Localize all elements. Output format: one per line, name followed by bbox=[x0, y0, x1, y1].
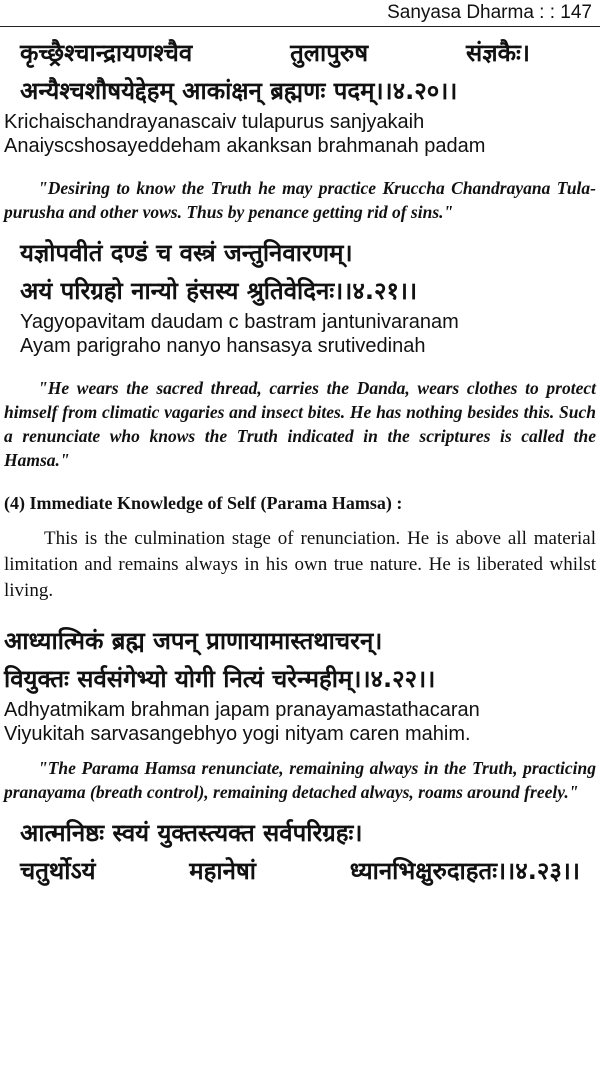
translation-quote: "The Parama Hamsa renunciate, remaining always in the Truth, practicing pranayama (breath control), remaining detached always, roams around freely." bbox=[4, 758, 596, 802]
header-rule bbox=[0, 26, 600, 27]
transliteration-line-1: Yagyopavitam daudam c bastram jantunivaranam bbox=[20, 311, 459, 333]
verse-4-20 bbox=[0, 34, 600, 224]
section-paragraph: This is the culmination stage of renunciation. He is above all material limitation and remains always in his own true nature. He is liberated whilst living. bbox=[4, 528, 596, 601]
section-heading: (4) Immediate Knowledge of Self (Parama Hamsa) : bbox=[4, 493, 403, 513]
transliteration-line-1: Krichaischandrayanascaiv tulapurus sanjyakaih bbox=[4, 111, 425, 133]
sanskrit-word: ध्यानभिक्षुरुदाहतः।।४.२३।। bbox=[349, 857, 580, 885]
transliteration-line-2: Ayam parigraho nanyo hansasya srutivedinah bbox=[20, 335, 426, 357]
section-parama-hamsa bbox=[0, 490, 600, 604]
transliteration-line-2: Viyukitah sarvasangebhyo yogi nityam caren mahim. bbox=[4, 723, 471, 745]
sanskrit-line-1 bbox=[0, 34, 600, 72]
page-content bbox=[0, 34, 600, 890]
sanskrit-line-1: यज्ञोपवीतं दण्डं च वस्त्रं जन्तुनिवारणम्। bbox=[20, 239, 353, 267]
running-title: Sanyasa Dharma : : 147 bbox=[387, 2, 592, 23]
sanskrit-line-2: वियुक्तः सर्वसंगेभ्यो योगी नित्यं चरेन्महीम्।।४.२२।। bbox=[4, 665, 436, 693]
sanskrit-line-2: अन्यैश्चशौषयेद्देहम् आकांक्षन् ब्रह्मणः पदम्।।४.२०।। bbox=[20, 77, 458, 105]
sanskrit-word: चतुर्थोऽयं bbox=[20, 857, 96, 885]
sanskrit-word: तुलापुरुष bbox=[290, 39, 369, 67]
sanskrit-word: कृच्छ्रैश्चान्द्रायणश्चैव bbox=[20, 39, 193, 67]
transliteration-line-2: Anaiyscshosayeddeham akanksan brahmanah padam bbox=[4, 135, 486, 157]
sanskrit-word: संज्ञकैः। bbox=[466, 39, 530, 67]
transliteration-line-1: Adhyatmikam brahman japam pranayamastathacaran bbox=[4, 699, 480, 721]
translation-quote: "Desiring to know the Truth he may practice Kruccha Chandrayana Tula-purusha and other vows. Thus by penance getting rid of sins." bbox=[4, 178, 596, 222]
running-header bbox=[0, 0, 600, 28]
translation-quote: "He wears the sacred thread, carries the Danda, wears clothes to protect himself from climatic vagaries and insect bites. He has nothing besides this. Such a renunciate who knows the Truth indicated in the scriptures is called the Hamsa." bbox=[4, 378, 596, 470]
verse-4-22 bbox=[0, 622, 600, 804]
sanskrit-line-2 bbox=[0, 852, 600, 890]
sanskrit-line-2: अयं परिग्रहो नान्यो हंसस्य श्रुतिवेदिनः।।४.२१।। bbox=[20, 277, 418, 305]
sanskrit-word: महानेषां bbox=[189, 857, 257, 885]
verse-4-23 bbox=[0, 814, 600, 890]
sanskrit-line-1: आध्यात्मिकं ब्रह्म जपन् प्राणायामास्तथाचरन्। bbox=[4, 627, 383, 655]
sanskrit-line-1: आत्मनिष्ठः स्वयं युक्तस्त्यक्त सर्वपरिग्रहः। bbox=[20, 819, 363, 847]
verse-4-21 bbox=[0, 234, 600, 472]
